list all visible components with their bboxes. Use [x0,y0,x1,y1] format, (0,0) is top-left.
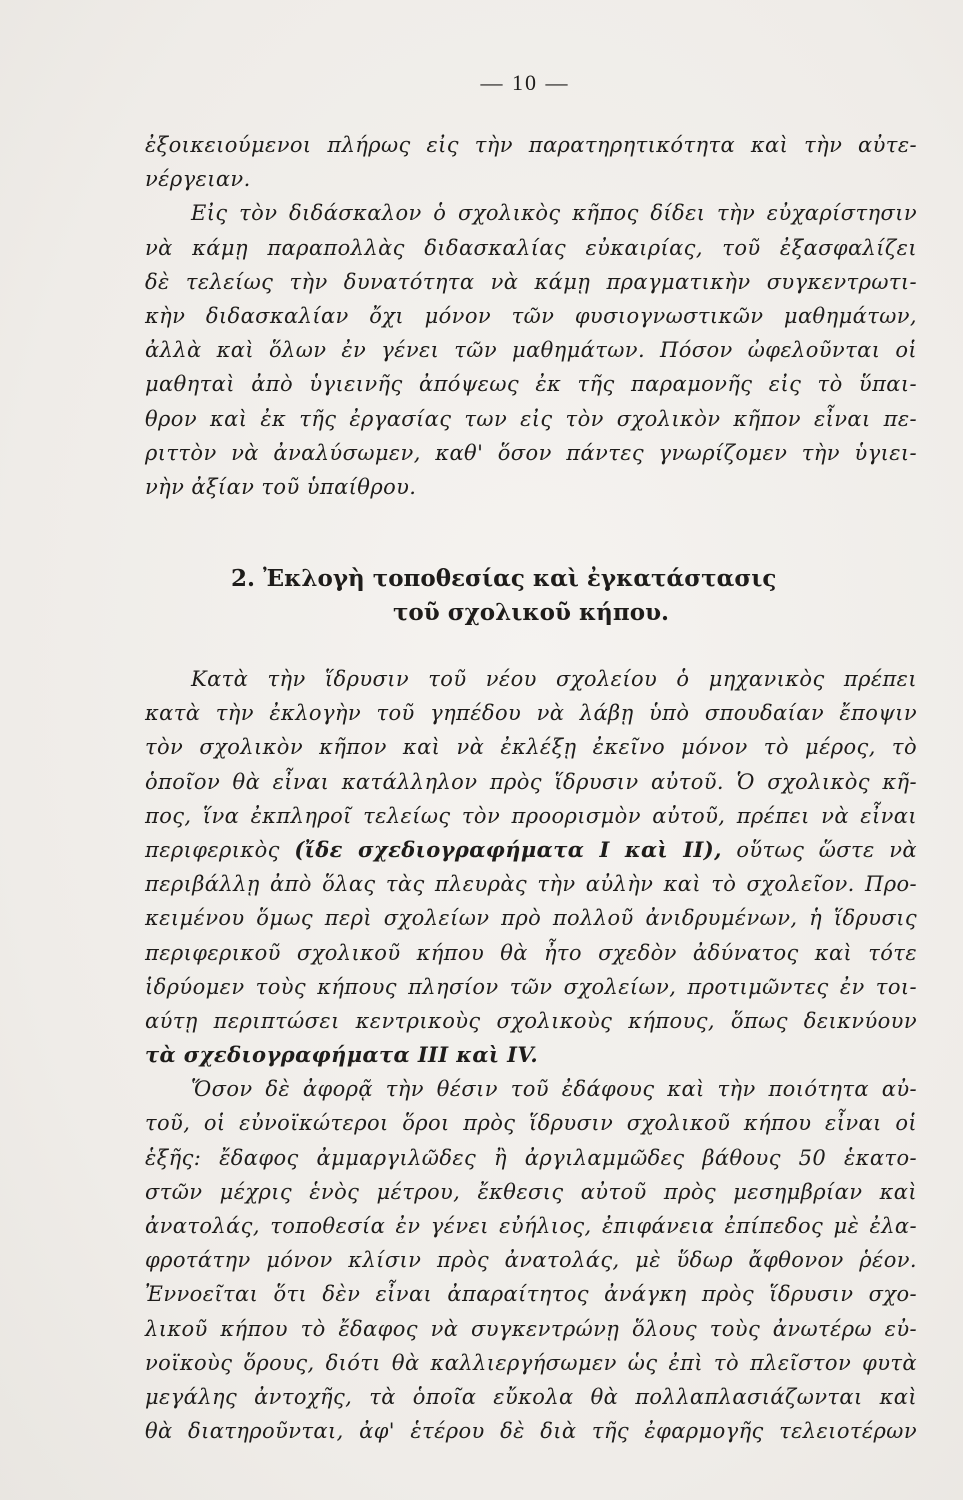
page-number: — 10 — [480,70,570,95]
text-line: νέργειαν. [145,167,251,192]
text-line-mixed [145,833,917,867]
text-line: αύτῃ περιπτώσει κεντρικοὺς σχολικοὺς κήπους, ὅπως δεικνύουν [145,1008,917,1033]
text-line: λικοῦ κήπου τὸ ἔδαφος νὰ συγκεντρώνῃ ὅλους τοὺς ἀνωτέρω εὐ- [145,1316,917,1341]
figure-reference: (ἴδε σχεδιογραφήματα Ι καὶ ΙΙ), [294,836,722,862]
text-line: ἑξῆς: ἔδαφος ἀμμαργιλῶδες ἢ ἀργιλαμμῶδες βάθους 50 ἑκατο- [145,1145,917,1170]
text-line: Εἰς τὸν διδάσκαλον ὁ σχολικὸς κῆπος δίδει τὴν εὐχαρίστησιν [191,201,917,226]
text-line: πος, ἵνα ἐκπληροῖ τελείως τὸν προορισμὸν αὐτοῦ, πρέπει νὰ εἶναι [145,803,917,828]
text-line: νοϊκοὺς ὅρους, διότι θὰ καλλιεργήσωμεν ὡς ἐπὶ τὸ πλεῖστον φυτὰ [145,1350,917,1375]
text-line: κειμένου ὅμως περὶ σχολείων πρὸ πολλοῦ ἀνιδρυμένων, ἡ ἵδρυσις [145,906,917,931]
text-line: νὰ κάμῃ παραπολλὰς διδασκαλίας εὐκαιρίας, τοῦ ἐξασφαλίζει [145,235,917,260]
text-line: δὲ τελείως τὴν δυνατότητα νὰ κάμῃ πραγματικὴν συγκεντρωτι- [145,269,917,294]
section-heading-line-1: 2. Ἐκλογὴ τοποθεσίας καὶ ἐγκατάστασις [231,565,777,592]
text-line: κατὰ τὴν ἐκλογὴν τοῦ γηπέδου νὰ λάβῃ ὑπὸ σπουδαίαν ἔποψιν [145,701,917,726]
text-line: μαθηταὶ ἀπὸ ὑγιεινῆς ἀπόψεως ἐκ τῆς παραμονῆς εἰς τὸ ὕπαι- [145,372,917,397]
paragraph-2 [145,662,917,1448]
text-line: τοῦ, οἱ εὐνοϊκώτεροι ὅροι πρὸς ἵδρυσιν σχολικοῦ κήπου εἶναι οἱ [145,1111,917,1136]
text-line: Ἐννοεῖται ὅτι δὲν εἶναι ἀπαραίτητος ἀνάγκη πρὸς ἵδρυσιν σχο- [145,1282,917,1307]
text-line: φροτάτην μόνον κλίσιν πρὸς ἀνατολάς, μὲ ὕδωρ ἄφθονον ῥέον. [145,1248,917,1273]
text-line: ριττὸν νὰ ἀναλύσωμεν, καθ' ὅσον πάντες γνωρίζομεν τὴν ὑγιει- [145,440,917,465]
text-line: περιβάλλῃ ἀπὸ ὅλας τὰς πλευρὰς τὴν αὐλὴν καὶ τὸ σχολεῖον. Προ- [145,872,917,897]
text-line: περιφερικοῦ σχολικοῦ κήπου θὰ ἦτο σχεδὸν ἀδύνατος καὶ τότε [145,940,917,965]
section-heading-line-2: τοῦ σχολικοῦ κήπου. [392,599,670,626]
text-line: νὴν ἀξίαν τοῦ ὑπαίθρου. [145,474,417,499]
text-line: ἀλλὰ καὶ ὅλων ἐν γένει τῶν μαθημάτων. Πόσον ὠφελοῦνται οἱ [145,338,917,363]
paragraph-1 [145,128,917,504]
text-line: ἱδρύομεν τοὺς κήπους πλησίον τῶν σχολείων, προτιμῶντες ἐν τοι- [145,974,917,999]
text-line: ἀνατολάς, τοποθεσία ἐν γένει εὐήλιος, ἐπιφάνεια ἐπίπεδος μὲ ἐλα- [145,1214,917,1238]
section-heading [145,562,917,630]
text-line: κὴν διδασκαλίαν ὄχι μόνον τῶν φυσιογνωστικῶν μαθημάτων, [145,303,917,328]
text-line: Κατὰ τὴν ἵδρυσιν τοῦ νέου σχολείου ὁ μηχανικὸς πρέπει [191,667,917,691]
text-line: τὸν σχολικὸν κῆπον καὶ νὰ ἐκλέξῃ ἐκεῖνο μόνον τὸ μέρος, τὸ [145,735,917,760]
text-line: στῶν μέχρις ἑνὸς μέτρου, ἔκθεσις αὐτοῦ πρὸς μεσημβρίαν καὶ [145,1179,917,1204]
text-line: ἐξοικειούμενοι πλήρως εἰς τὴν παρατηρητικότητα καὶ τὴν αὐτε- [145,133,917,157]
figure-reference-line: τὰ σχεδιογραφήματα ΙΙΙ καὶ ΙV. [145,1042,539,1068]
text-fragment: περιφερικὸς [145,837,280,862]
text-line: μεγάλης ἀντοχῆς, τὰ ὁποῖα εὔκολα θὰ πολλαπλασιάζωνται καὶ [145,1384,917,1409]
text-line: Ὅσον δὲ ἀφορᾷ τὴν θέσιν τοῦ ἐδάφους καὶ τὴν ποιότητα αὐ- [191,1077,917,1102]
text-line: ὁποῖον θὰ εἶναι κατάλληλον πρὸς ἵδρυσιν αὐτοῦ. Ὁ σχολικὸς κῆ- [145,769,917,794]
text-line: θρον καὶ ἐκ τῆς ἐργασίας των εἰς τὸν σχολικὸν κῆπον εἶναι πε- [145,406,917,431]
text-line: θὰ διατηροῦνται, ἀφ' ἑτέρου δὲ διὰ τῆς ἐφαρμογῆς τελειοτέρων [145,1419,917,1444]
text-fragment: οὕτως ὥστε νὰ [736,837,918,862]
